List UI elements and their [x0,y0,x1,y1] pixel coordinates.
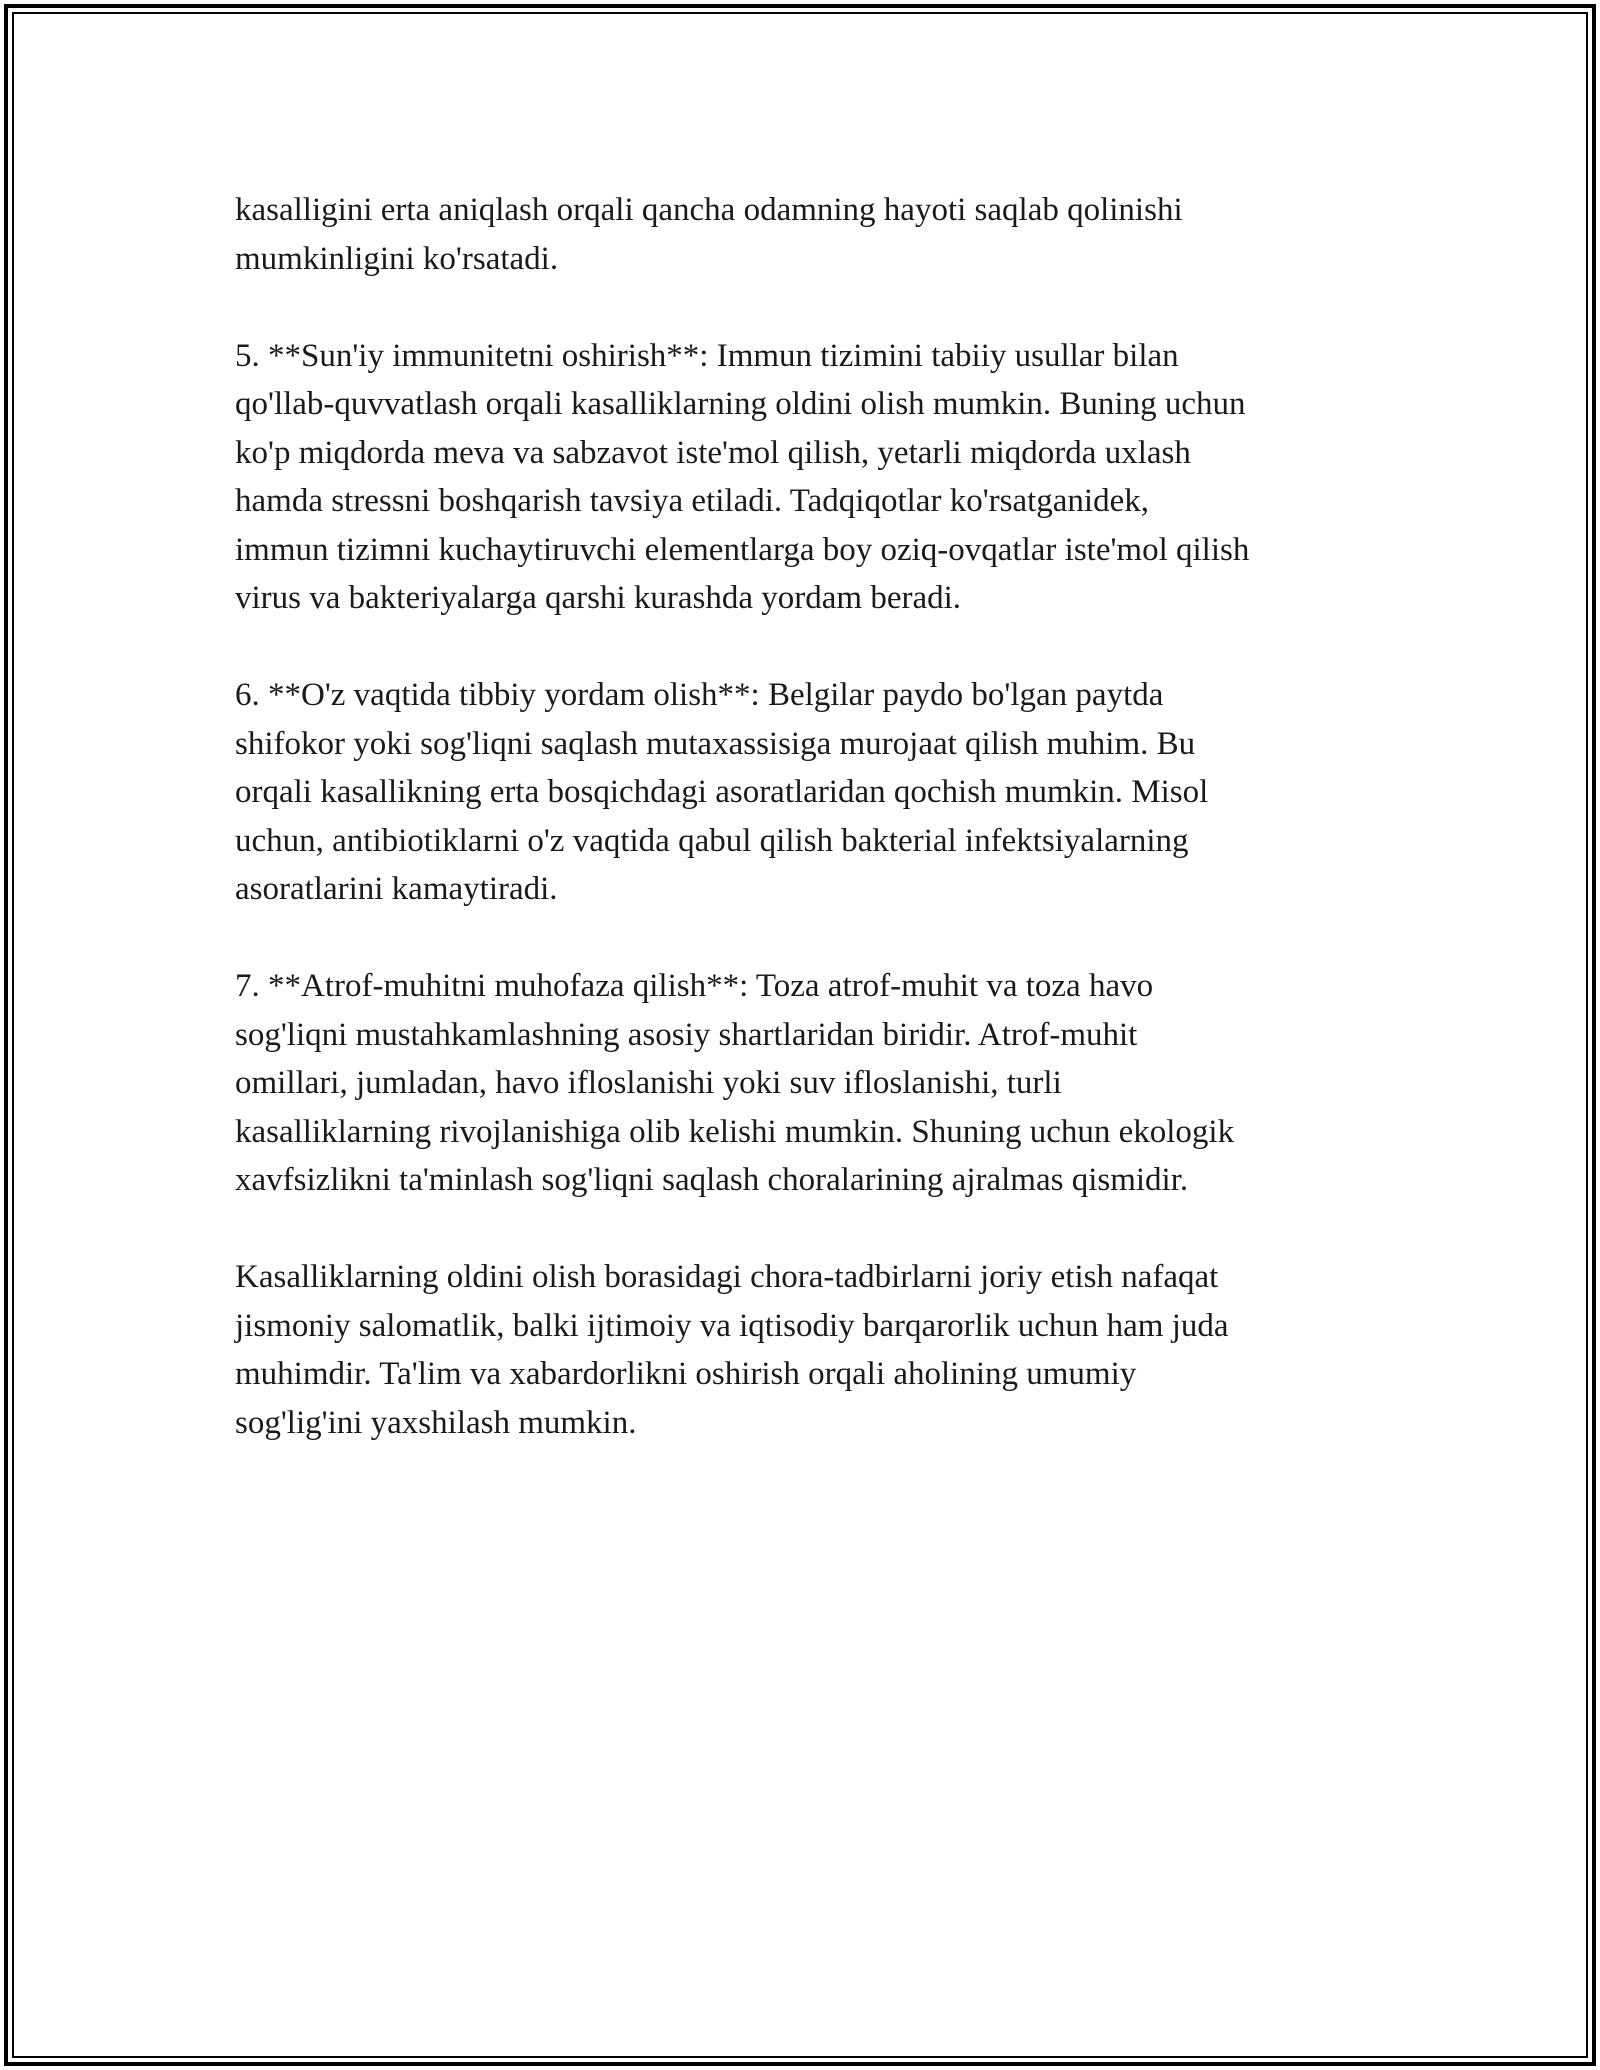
text-line: xavfsizlikni ta'minlash sog'liqni saqlash choralarining ajralmas qismidir. [235,1162,1189,1198]
text-line: Kasalliklarning oldini olish borasidagi chora-tadbirlarni joriy etish nafaqat [235,1259,1219,1295]
paragraph-conclusion [235,1253,1385,1447]
text-line: shifokor yoki sog'liqni saqlash mutaxassisiga murojaat qilish muhim. Bu [235,725,1196,762]
text-line: kasalliklarning rivojlanishiga olib kelishi mumkin. Shuning uchun ekologik [235,1113,1235,1150]
text-line: qo'llab-quvvatlash orqali kasalliklarning oldini olish mumkin. Buning uchun [235,386,1246,422]
paragraph-item-5 [235,332,1385,623]
text-line: sog'lig'ini yaxshilash mumkin. [235,1404,637,1441]
text-line: 6. **O'z vaqtida tibbiy yordam olish**: Belgilar paydo bo'lgan paytda [235,677,1164,713]
text-line: kasalligini erta aniqlash orqali qancha odamning hayoti saqlab qolinishi [235,192,1183,228]
text-line: ko'p miqdorda meva va sabzavot iste'mol qilish, yetarli miqdorda uxlash [235,434,1191,471]
text-line: jismoniy salomatlik, balki ijtimoiy va iqtisodiy barqarorlik uchun ham juda [235,1307,1229,1344]
text-line: orqali kasallikning erta bosqichdagi asoratlaridan qochish mumkin. Misol [235,774,1209,810]
text-line: muhimdir. Ta'lim va xabardorlikni oshirish orqali aholining umumiy [235,1356,1137,1392]
paragraph-item-7 [235,962,1385,1205]
text-line: immun tizimni kuchaytiruvchi elementlarga boy oziq-ovqatlar iste'mol qilish [235,531,1250,568]
paragraph-continuation [235,186,1385,283]
text-line: mumkinligini ko'rsatadi. [235,240,559,277]
text-line: virus va bakteriyalarga qarshi kurashda yordam beradi. [235,580,962,616]
text-line: hamda stressni boshqarish tavsiya etiladi. Tadqiqotlar ko'rsatganidek, [235,483,1149,519]
text-line: asoratlarini kamaytiradi. [235,871,558,907]
text-line: 5. **Sun'iy immunitetni oshirish**: Immun tizimini tabiiy usullar bilan [235,337,1179,374]
text-line: uchun, antibiotiklarni o'z vaqtida qabul qilish bakterial infektsiyalarning [235,822,1189,859]
text-line: 7. **Atrof-muhitni muhofaza qilish**: Toza atrof-muhit va toza havo [235,968,1154,1004]
paragraph-item-6 [235,671,1385,914]
text-line: sog'liqni mustahkamlashning asosiy shartlaridan biridir. Atrof-muhit [235,1016,1138,1053]
text-line: omillari, jumladan, havo ifloslanishi yoki suv ifloslanishi, turli [235,1065,1062,1101]
document-body [235,186,1385,1496]
